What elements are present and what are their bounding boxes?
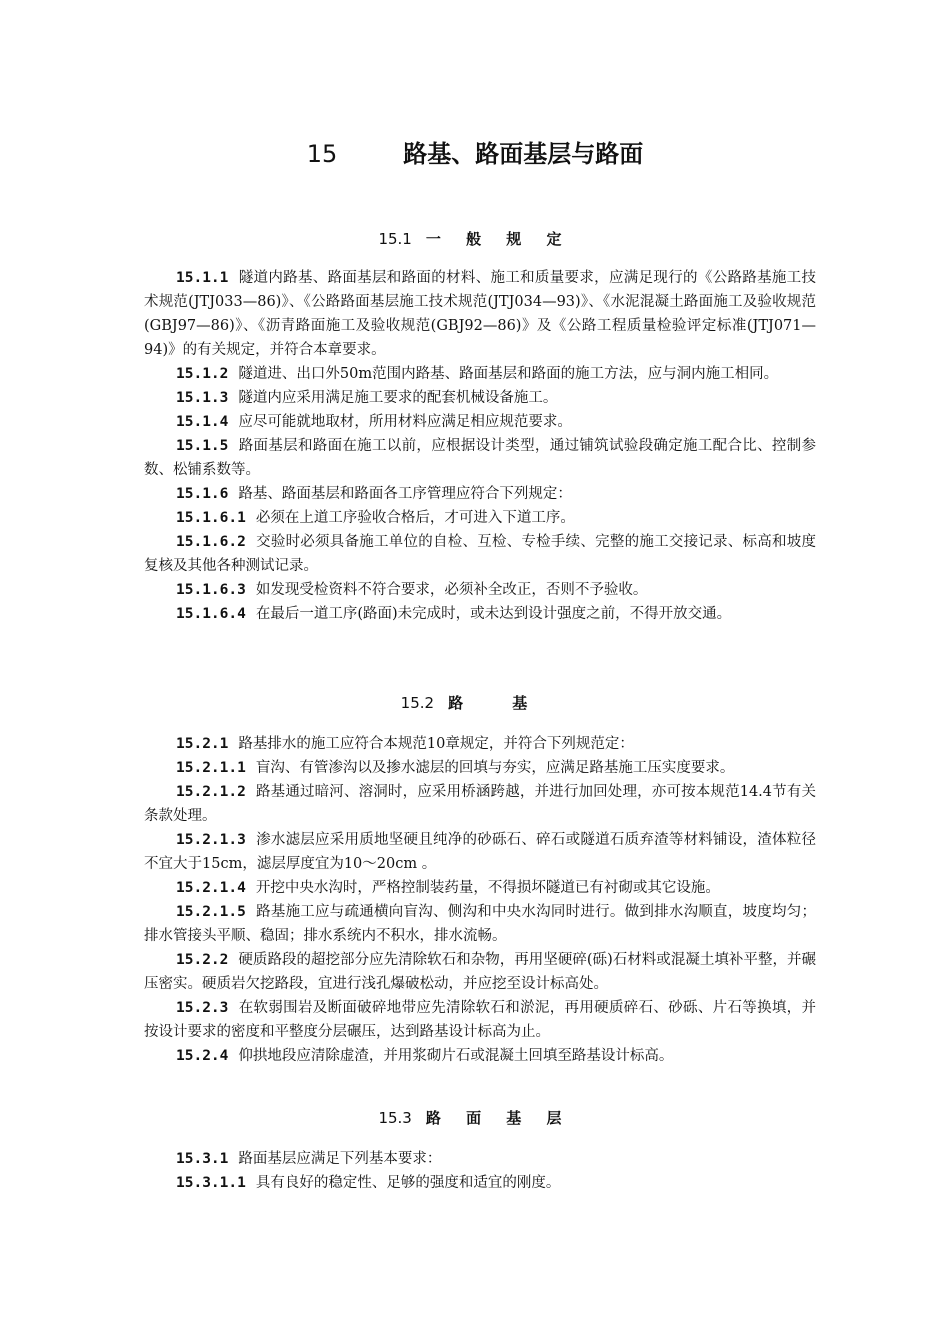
section-body-15-2	[144, 732, 816, 1068]
clause-15-3-1-1: 15.3.1.1 具有良好的稳定性、足够的强度和适宜的刚度。	[176, 1175, 561, 1191]
clause-15-2-1-1: 15.2.1.1 盲沟、有管渗沟以及掺水滤层的回填与夯实，应满足路基施工压实度要求。	[176, 760, 735, 776]
section-body-15-1	[144, 266, 816, 626]
clause-15-1-2: 15.1.2 隧道进、出口外50m范围内路基、路面基层和路面的施工方法，应与洞内施工相同。	[176, 366, 779, 382]
clause-15-1-1: 15.1.1 隧道内路基、路面基层和路面的材料、施工和质量要求，应满足现行的《公路路基施工技术规范(JTJ033—86)》、《公路路面基层施工技术规范(JTJ034—93)》、《水泥混凝土路面施工及验收规范(GBJ97—86)》、《沥青路面施工及验收规范(GBJ92—86)》及《公路工程质量检验评定标准(JTJ071—94)》的有关规定，并符合本章要求。	[144, 270, 816, 358]
section-number: 15.2	[400, 694, 435, 712]
clause-15-2-1: 15.2.1 路基排水的施工应符合本规范10章规定，并符合下列规范定：	[176, 736, 634, 752]
clause-15-1-6-1: 15.1.6.1 必须在上道工序验收合格后，才可进入下道工序。	[176, 510, 575, 526]
section-number: 15.3	[378, 1109, 412, 1127]
clause-15-2-1-3: 15.2.1.3 渗水滤层应采用质地坚硬且纯净的砂砾石、碎石或隧道石质弃渣等材料铺设，渣体粒径不宜大于15cm，滤层厚度宜为10～20cm 。	[144, 832, 816, 872]
section-heading-15-2	[0, 692, 950, 713]
chapter-title	[0, 134, 950, 169]
clause-15-2-3: 15.2.3 在软弱围岩及断面破碎地带应先清除软石和淤泥，再用硬质碎石、砂砾、片石等换填，并按设计要求的密度和平整度分层碾压，达到路基设计标高为止。	[144, 1000, 816, 1040]
clause-15-1-6-2: 15.1.6.2 交验时必须具备施工单位的自检、互检、专检手续、完整的施工交接记录、标高和坡度复核及其他各种测试记录。	[144, 534, 816, 574]
clause-15-1-5: 15.1.5 路面基层和路面在施工以前，应根据设计类型，通过铺筑试验段确定施工配合比、控制参数、松铺系数等。	[144, 438, 816, 478]
clause-15-2-1-4: 15.2.1.4 开挖中央水沟时，严格控制装药量，不得损坏隧道已有衬砌或其它设施。	[176, 880, 720, 896]
clause-15-2-4: 15.2.4 仰拱地段应清除虚渣，并用浆砌片石或混凝土回填至路基设计标高。	[176, 1048, 674, 1064]
clause-15-1-4: 15.1.4 应尽可能就地取材，所用材料应满足相应规范要求。	[176, 414, 572, 430]
section-title: 路 面 基 层	[425, 1109, 572, 1127]
clause-15-2-1-2: 15.2.1.2 路基通过暗河、溶洞时，应采用桥涵跨越，并进行加回处理，亦可按本规范14.4节有关条款处理。	[144, 784, 816, 824]
section-title: 路 基	[448, 694, 550, 712]
section-title: 一 般 规 定	[425, 230, 572, 248]
clause-15-1-6: 15.1.6 路基、路面基层和路面各工序管理应符合下列规定：	[176, 486, 572, 502]
chapter-number: 15	[306, 140, 338, 168]
clause-15-1-3: 15.1.3 隧道内应采用满足施工要求的配套机械设备施工。	[176, 390, 558, 406]
section-number: 15.1	[378, 230, 412, 248]
section-heading-15-3	[0, 1107, 950, 1128]
section-heading-15-1	[0, 228, 950, 249]
clause-15-3-1: 15.3.1 路面基层应满足下列基本要求：	[176, 1151, 442, 1167]
clause-15-2-1-5: 15.2.1.5 路基施工应与疏通横向盲沟、侧沟和中央水沟同时进行。做到排水沟顺直，坡度均匀；排水管接头平顺、稳固；排水系统内不积水，排水流畅。	[144, 904, 816, 944]
chapter-title-text: 路基、路面基层与路面	[403, 140, 644, 168]
section-body-15-3	[144, 1147, 816, 1195]
clause-15-1-6-4: 15.1.6.4 在最后一道工序(路面)未完成时，或未达到设计强度之前，不得开放交通。	[176, 606, 732, 622]
clause-15-2-2: 15.2.2 硬质路段的超挖部分应先清除软石和杂物，再用坚硬碎(砾)石材料或混凝土填补平整，并碾压密实。硬质岩欠挖路段，宜进行浅孔爆破松动，并应挖至设计标高处。	[144, 952, 816, 992]
clause-15-1-6-3: 15.1.6.3 如发现受检资料不符合要求，必须补全改正，否则不予验收。	[176, 582, 648, 598]
